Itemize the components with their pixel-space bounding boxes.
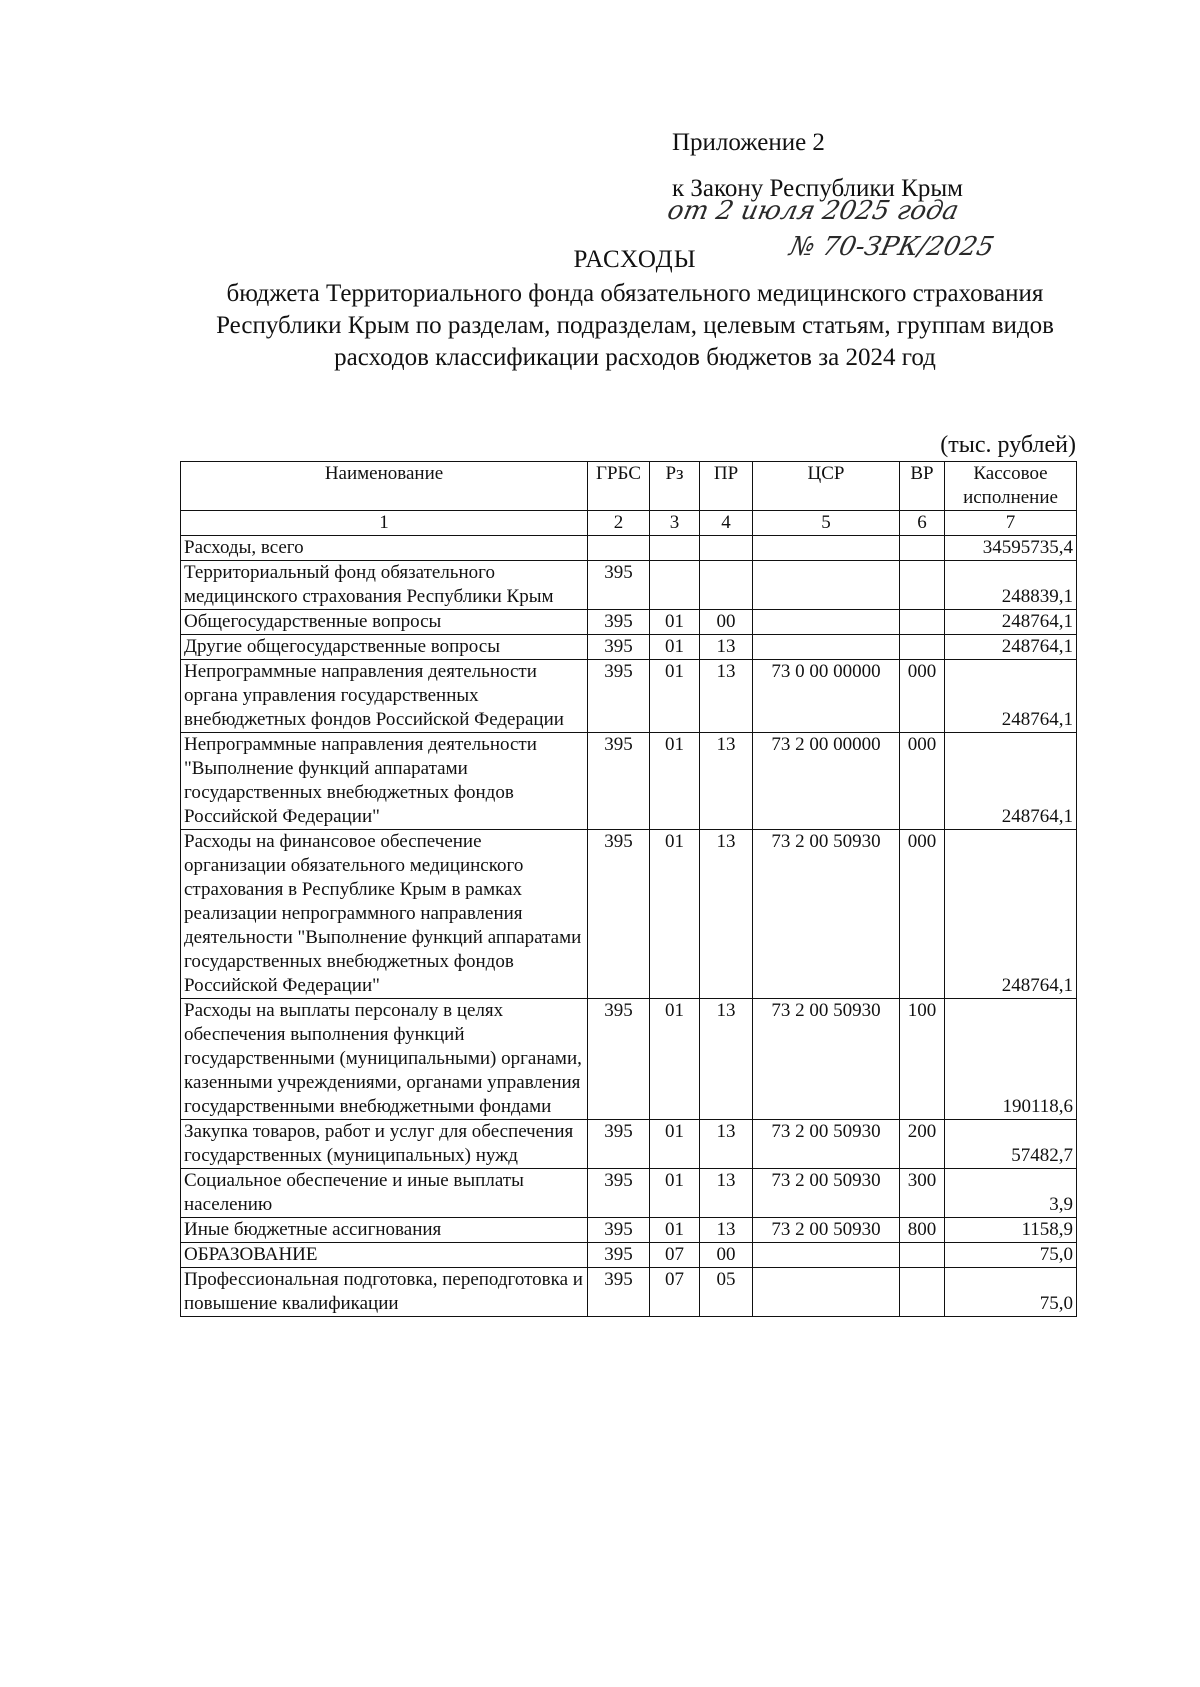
annex-law: к Закону Республики Крым [672, 175, 963, 202]
cell-amount: 248764,1 [945, 635, 1077, 660]
table-row [181, 1120, 1077, 1169]
cell-grbs: 395 [588, 830, 650, 999]
cell-grbs: 395 [588, 1169, 650, 1218]
cell-rz [650, 561, 700, 610]
cell-pr: 13 [700, 1218, 753, 1243]
cell-pr: 00 [700, 1243, 753, 1268]
cell-vr [900, 561, 945, 610]
cell-rz: 01 [650, 635, 700, 660]
cell-rz: 01 [650, 610, 700, 635]
cell-pr [700, 536, 753, 561]
column-number: 5 [753, 511, 900, 536]
header-row [181, 462, 1077, 511]
budget-table [180, 461, 1077, 1317]
cell-rz: 01 [650, 733, 700, 830]
cell-name: Закупка товаров, работ и услуг для обеспечения государственных (муниципальных) нужд [181, 1120, 588, 1169]
document-title: РАСХОДЫ [573, 246, 697, 273]
cell-rz [650, 536, 700, 561]
cell-amount: 34595735,4 [945, 536, 1077, 561]
cell-pr: 13 [700, 830, 753, 999]
cell-grbs: 395 [588, 1243, 650, 1268]
cell-pr: 13 [700, 1169, 753, 1218]
table-row [181, 1268, 1077, 1317]
cell-name: Иные бюджетные ассигнования [181, 1218, 588, 1243]
cell-csr [753, 635, 900, 660]
cell-amount: 75,0 [945, 1243, 1077, 1268]
cell-grbs: 395 [588, 1268, 650, 1317]
cell-vr: 300 [900, 1169, 945, 1218]
cell-vr: 800 [900, 1218, 945, 1243]
cell-grbs: 395 [588, 561, 650, 610]
cell-pr: 13 [700, 733, 753, 830]
cell-rz: 01 [650, 1120, 700, 1169]
cell-amount: 190118,6 [945, 999, 1077, 1120]
cell-vr: 100 [900, 999, 945, 1120]
cell-name: Непрограммные направления деятельности органа управления государственных внебюджетных фондов Российской Федерации [181, 660, 588, 733]
cell-rz: 01 [650, 660, 700, 733]
table-row [181, 1169, 1077, 1218]
column-number: 4 [700, 511, 753, 536]
cell-name: Территориальный фонд обязательного медицинского страхования Республики Крым [181, 561, 588, 610]
cell-amount: 1158,9 [945, 1218, 1077, 1243]
header-rz: Рз [650, 462, 700, 511]
cell-name: Расходы на финансовое обеспечение организации обязательного медицинского страхования в Республике Крым в рамках реализации непрограммного направления деятельности "Выполнение функций аппаратами государственных внебюджетных фондов Российской Федерации" [181, 830, 588, 999]
header-vr: ВР [900, 462, 945, 511]
cell-pr: 05 [700, 1268, 753, 1317]
cell-grbs: 395 [588, 610, 650, 635]
table-row [181, 536, 1077, 561]
cell-grbs: 395 [588, 660, 650, 733]
cell-vr [900, 536, 945, 561]
cell-vr [900, 635, 945, 660]
column-number-row [181, 511, 1077, 536]
cell-csr: 73 2 00 50930 [753, 1169, 900, 1218]
column-number: 1 [181, 511, 588, 536]
cell-csr: 73 2 00 50930 [753, 999, 900, 1120]
header-amount: Кассовое исполнение [945, 462, 1077, 511]
cell-name: Общегосударственные вопросы [181, 610, 588, 635]
cell-name: Непрограммные направления деятельности "Выполнение функций аппаратами государственных внебюджетных фондов Российской Федерации" [181, 733, 588, 830]
cell-name: Социальное обеспечение и иные выплаты населению [181, 1169, 588, 1218]
cell-name: ОБРАЗОВАНИЕ [181, 1243, 588, 1268]
column-number: 3 [650, 511, 700, 536]
table-row [181, 635, 1077, 660]
units-label: (тыс. рублей) [940, 432, 1076, 458]
cell-pr: 00 [700, 610, 753, 635]
cell-rz: 01 [650, 1169, 700, 1218]
annex-block [672, 128, 963, 204]
cell-grbs [588, 536, 650, 561]
cell-amount: 248839,1 [945, 561, 1077, 610]
cell-vr [900, 1268, 945, 1317]
cell-csr [753, 561, 900, 610]
cell-grbs: 395 [588, 635, 650, 660]
cell-csr [753, 610, 900, 635]
cell-grbs: 395 [588, 1120, 650, 1169]
cell-rz: 01 [650, 1218, 700, 1243]
cell-amount: 248764,1 [945, 610, 1077, 635]
cell-name: Расходы на выплаты персоналу в целях обеспечения выполнения функций государственными (муниципальными) органами, казенными учреждениями, органами управления государственными внебюджетными фондами [181, 999, 588, 1120]
cell-pr: 13 [700, 999, 753, 1120]
cell-rz: 07 [650, 1243, 700, 1268]
cell-csr: 73 2 00 00000 [753, 733, 900, 830]
cell-name: Расходы, всего [181, 536, 588, 561]
table-row [181, 733, 1077, 830]
column-number: 2 [588, 511, 650, 536]
cell-vr [900, 610, 945, 635]
handwritten-date: от 2 июля 2025 года [664, 196, 962, 226]
cell-amount: 57482,7 [945, 1120, 1077, 1169]
header-grbs: ГРБС [588, 462, 650, 511]
cell-rz: 07 [650, 1268, 700, 1317]
cell-rz: 01 [650, 830, 700, 999]
cell-amount: 3,9 [945, 1169, 1077, 1218]
cell-vr: 200 [900, 1120, 945, 1169]
cell-pr: 13 [700, 635, 753, 660]
cell-vr: 000 [900, 733, 945, 830]
table-row [181, 610, 1077, 635]
cell-amount: 248764,1 [945, 660, 1077, 733]
cell-name: Другие общегосударственные вопросы [181, 635, 588, 660]
cell-rz: 01 [650, 999, 700, 1120]
header-name: Наименование [181, 462, 588, 511]
cell-grbs: 395 [588, 1218, 650, 1243]
cell-pr: 13 [700, 1120, 753, 1169]
header-csr: ЦСР [753, 462, 900, 511]
table-row [181, 1218, 1077, 1243]
cell-vr: 000 [900, 660, 945, 733]
cell-csr: 73 2 00 50930 [753, 830, 900, 999]
cell-amount: 75,0 [945, 1268, 1077, 1317]
cell-csr [753, 536, 900, 561]
cell-pr [700, 561, 753, 610]
header-pr: ПР [700, 462, 753, 511]
table-row [181, 830, 1077, 999]
annex-title: Приложение 2 [672, 129, 825, 156]
table-body [181, 536, 1077, 1317]
cell-pr: 13 [700, 660, 753, 733]
handwritten-number: № 70-ЗРК/2025 [786, 232, 997, 262]
table-row [181, 561, 1077, 610]
document-subtitle: бюджета Территориального фонда обязательного медицинского страхования Республики Крым по разделам, подразделам, целевым статьям, группам видов расходов классификации расходов бюджетов за 2024 год [216, 280, 1054, 371]
table-row [181, 1243, 1077, 1268]
table-row [181, 999, 1077, 1120]
column-number: 6 [900, 511, 945, 536]
cell-grbs: 395 [588, 733, 650, 830]
cell-name: Профессиональная подготовка, переподготовка и повышение квалификации [181, 1268, 588, 1317]
cell-csr: 73 0 00 00000 [753, 660, 900, 733]
cell-amount: 248764,1 [945, 733, 1077, 830]
cell-vr [900, 1243, 945, 1268]
cell-amount: 248764,1 [945, 830, 1077, 999]
cell-csr: 73 2 00 50930 [753, 1218, 900, 1243]
cell-csr [753, 1268, 900, 1317]
cell-csr [753, 1243, 900, 1268]
cell-grbs: 395 [588, 999, 650, 1120]
cell-vr: 000 [900, 830, 945, 999]
cell-csr: 73 2 00 50930 [753, 1120, 900, 1169]
column-number: 7 [945, 511, 1077, 536]
table-row [181, 660, 1077, 733]
